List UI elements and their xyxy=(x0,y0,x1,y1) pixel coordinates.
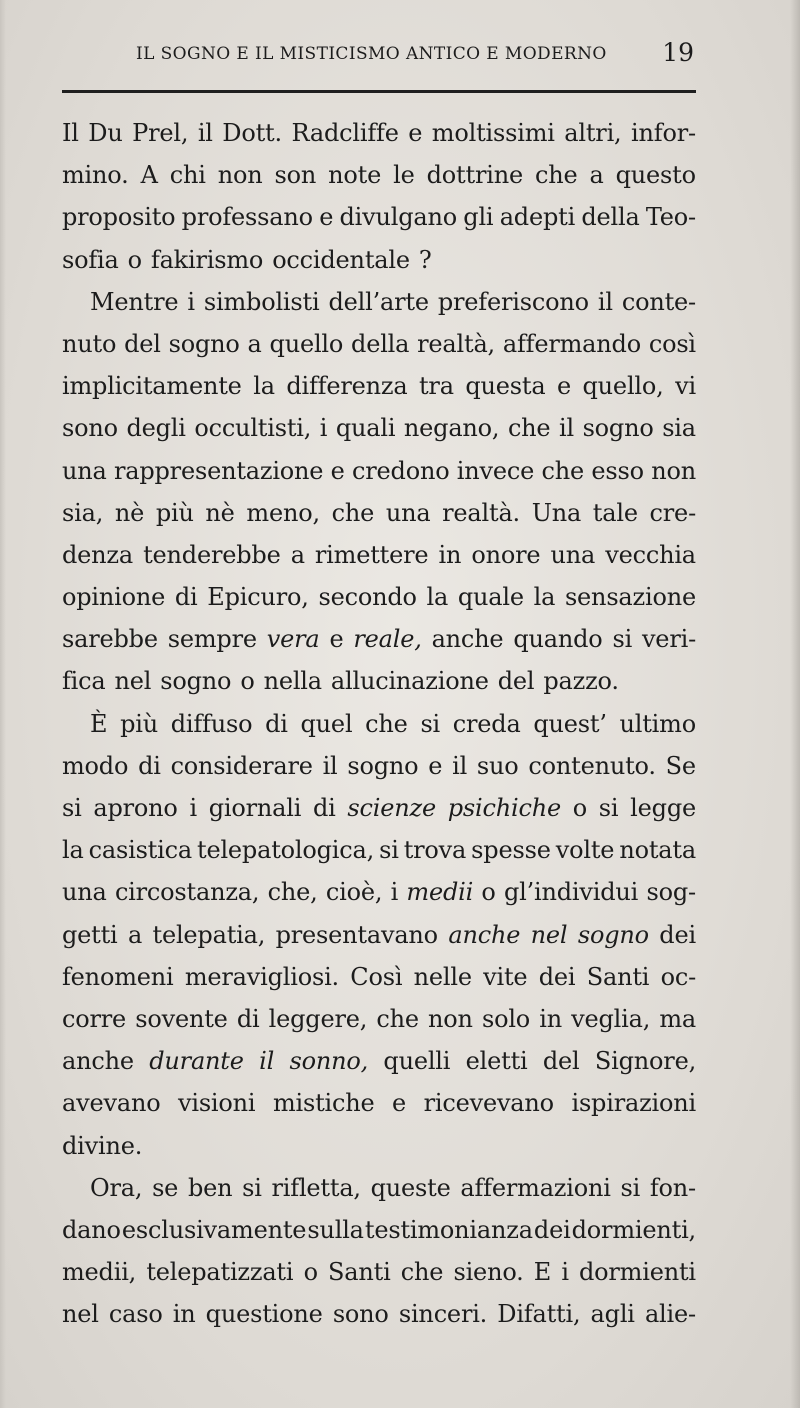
word: o xyxy=(481,878,496,907)
word: i xyxy=(319,414,328,443)
word: secondo xyxy=(318,583,417,612)
word: corre xyxy=(62,1004,127,1033)
word: opinione xyxy=(62,583,166,612)
word: rappresentazione xyxy=(113,456,324,485)
word: onore xyxy=(471,540,541,569)
word: sia, xyxy=(62,498,104,527)
word: ispirazioni xyxy=(571,1089,696,1118)
word: implicitamente xyxy=(62,372,242,401)
word: Una xyxy=(531,498,582,527)
word: vi xyxy=(675,372,696,401)
word: sempre xyxy=(167,625,257,654)
header-rule xyxy=(62,90,696,93)
word: legge xyxy=(630,794,696,822)
word: si xyxy=(420,709,441,738)
word: il xyxy=(259,1047,275,1076)
word: creda xyxy=(452,709,521,738)
word: o xyxy=(127,245,142,274)
text-line xyxy=(62,998,696,1040)
page-edge-right xyxy=(790,0,800,1408)
word: A xyxy=(140,161,158,190)
word: Se xyxy=(665,751,696,780)
word: veri- xyxy=(641,625,696,654)
word: il xyxy=(197,119,213,147)
word: così xyxy=(648,329,696,358)
word: degli xyxy=(126,414,186,443)
word: queste xyxy=(370,1173,451,1202)
word: di xyxy=(313,794,336,822)
word: che xyxy=(365,709,408,738)
word: a xyxy=(127,920,143,949)
word: nelle xyxy=(413,962,472,991)
word: nel xyxy=(62,1300,99,1329)
word: Du xyxy=(88,119,123,147)
word: le xyxy=(393,161,415,190)
word: i xyxy=(189,794,197,822)
word: che xyxy=(331,498,375,527)
text-line xyxy=(62,1251,696,1293)
word: cre- xyxy=(649,498,696,527)
word: simbolisti xyxy=(203,287,320,316)
word: si xyxy=(62,794,82,822)
word: sinceri. xyxy=(398,1300,488,1329)
text-line xyxy=(62,323,696,365)
word: ultimo xyxy=(619,709,696,738)
word: quali xyxy=(335,414,396,443)
word: nel xyxy=(114,667,152,696)
word: Ora, xyxy=(90,1173,143,1202)
word: affermazioni xyxy=(460,1173,611,1202)
word: alie- xyxy=(644,1300,696,1329)
text-line xyxy=(62,703,696,745)
word: proposito xyxy=(62,203,176,232)
word: aprono xyxy=(93,794,178,822)
word: meravigliosi. xyxy=(184,962,339,991)
word: gli xyxy=(463,203,494,232)
word: sieno. xyxy=(453,1258,524,1287)
word: a xyxy=(589,161,604,190)
word: gl’individui xyxy=(503,878,639,907)
text-line xyxy=(62,787,696,829)
text-line xyxy=(62,1293,696,1335)
word: che xyxy=(541,456,584,485)
text-line xyxy=(62,239,696,281)
word: questa xyxy=(465,372,546,401)
word: si xyxy=(598,794,619,822)
word: ben xyxy=(187,1173,233,1202)
word: eletti xyxy=(465,1047,528,1076)
word: occultisti, xyxy=(194,414,312,443)
word: non xyxy=(428,1004,473,1033)
word: e xyxy=(319,203,334,232)
word: vecchia xyxy=(605,540,696,569)
word: che, xyxy=(267,878,318,907)
word: ? xyxy=(418,245,432,274)
word: il xyxy=(597,287,613,316)
word: diffuso xyxy=(170,709,253,738)
word: di xyxy=(265,709,288,738)
word: reale, xyxy=(353,625,422,654)
word: quello xyxy=(269,329,344,358)
text-line xyxy=(62,956,696,998)
word: che xyxy=(400,1258,444,1287)
word: dei xyxy=(538,962,576,991)
word: vite xyxy=(483,962,528,991)
word: adepti xyxy=(499,203,576,232)
word: Prel, xyxy=(132,119,189,147)
text-line xyxy=(62,534,696,576)
word: moltissimi xyxy=(431,119,555,147)
word: sog- xyxy=(646,878,696,907)
word: che xyxy=(534,161,578,190)
word: ricevevano xyxy=(423,1089,554,1118)
word: Epicuro, xyxy=(207,583,309,612)
word: volte xyxy=(555,836,615,865)
word: sogno xyxy=(577,920,649,949)
word: scienze xyxy=(347,794,436,822)
word: quale xyxy=(457,583,524,612)
word: si xyxy=(620,1173,641,1202)
word: una xyxy=(550,540,596,569)
word: dormienti xyxy=(579,1258,696,1287)
word: vera xyxy=(266,625,320,654)
word: Santi xyxy=(328,1258,391,1287)
text-line xyxy=(62,871,696,913)
word: son xyxy=(274,161,317,190)
word: e xyxy=(408,119,423,147)
word: veglia, xyxy=(571,1004,651,1033)
word: Dott. xyxy=(222,119,282,147)
word: esclusivamente xyxy=(121,1215,307,1244)
word: meno, xyxy=(246,498,320,527)
word: in xyxy=(172,1300,196,1329)
word: notata xyxy=(619,836,696,865)
word: dormienti, xyxy=(571,1215,696,1244)
word: si xyxy=(242,1173,262,1202)
word: dell’arte xyxy=(328,287,429,316)
word: sarebbe xyxy=(62,625,158,654)
word: leggere, xyxy=(268,1004,368,1033)
text-line xyxy=(62,281,696,323)
text-line xyxy=(62,1209,696,1251)
word: del xyxy=(497,667,535,696)
word: e xyxy=(330,456,345,485)
word: anche xyxy=(431,625,504,654)
word: quel xyxy=(300,709,353,738)
word: che xyxy=(507,414,551,443)
word: È xyxy=(90,709,108,738)
word: allucinazione xyxy=(330,667,489,696)
word: chi xyxy=(169,161,206,190)
word: sogno xyxy=(160,667,232,696)
word: si xyxy=(612,625,633,654)
page-edge-left xyxy=(0,0,6,1408)
running-title: IL SOGNO E IL MISTICISMO ANTICO E MODERNO xyxy=(136,44,607,64)
word: presentavano xyxy=(275,920,438,949)
word: a xyxy=(247,329,262,358)
word: di xyxy=(138,751,161,780)
word: circostanza, xyxy=(114,878,260,907)
text-line xyxy=(62,1082,696,1124)
word: non xyxy=(217,161,263,190)
word: non xyxy=(651,456,696,485)
word: del xyxy=(124,329,161,358)
word: della xyxy=(581,203,640,232)
word: Signore, xyxy=(594,1047,696,1076)
text-line xyxy=(62,492,696,534)
word: preferiscono xyxy=(437,287,589,316)
word: nè xyxy=(114,498,145,527)
word: e xyxy=(556,372,571,401)
word: Teo- xyxy=(645,203,696,232)
text-line xyxy=(62,660,696,702)
word: agli xyxy=(590,1300,635,1329)
word: affermando xyxy=(502,329,641,358)
word: trova xyxy=(403,836,467,865)
word: dottrine xyxy=(426,161,523,190)
text-line xyxy=(62,450,696,492)
word: una xyxy=(62,878,107,907)
text-line xyxy=(62,745,696,787)
word: dano xyxy=(62,1215,121,1244)
word: telepatizzati xyxy=(146,1258,294,1287)
text-line xyxy=(62,407,696,449)
word: sensazione xyxy=(564,583,696,612)
word: sogno xyxy=(168,329,240,358)
text-line xyxy=(62,914,696,956)
word: Difatti, xyxy=(497,1300,581,1329)
word: i xyxy=(187,287,195,316)
word: infor- xyxy=(631,119,696,147)
word: Santi xyxy=(586,962,650,991)
word: spesse xyxy=(471,836,551,865)
text-line xyxy=(62,1125,696,1167)
word: rimettere xyxy=(314,540,429,569)
word: più xyxy=(120,709,158,738)
word: dei xyxy=(533,1215,571,1244)
word: questione xyxy=(205,1300,323,1329)
word: più xyxy=(155,498,194,527)
word: solo xyxy=(481,1004,531,1033)
word: nel xyxy=(530,920,568,949)
word: tenderebbe xyxy=(143,540,281,569)
word: o xyxy=(240,667,255,696)
word: conte- xyxy=(621,287,696,316)
page-number: 19 xyxy=(662,38,694,67)
word: differenza xyxy=(286,372,408,401)
word: mino. xyxy=(62,161,129,190)
word: realtà. xyxy=(442,498,520,527)
word: mistiche xyxy=(272,1089,375,1118)
word: in xyxy=(539,1004,562,1033)
word: sogno xyxy=(582,414,654,443)
text-line xyxy=(62,1167,696,1209)
word: la xyxy=(426,583,449,612)
word: realtà, xyxy=(417,329,495,358)
word: medii, xyxy=(62,1258,137,1287)
word: della xyxy=(351,329,410,358)
word: fon- xyxy=(649,1173,696,1202)
word: divulgano xyxy=(339,203,457,232)
word: sofia xyxy=(62,245,119,274)
word: altri, xyxy=(564,119,622,147)
word: testimonianza xyxy=(364,1215,533,1244)
text-line xyxy=(62,154,696,196)
word: la xyxy=(62,836,84,865)
word: in xyxy=(438,540,462,569)
text-line xyxy=(62,1040,696,1082)
word: sonno, xyxy=(289,1047,369,1076)
word: una xyxy=(62,456,107,485)
word: la xyxy=(253,372,275,401)
word: di xyxy=(174,583,198,612)
word: il xyxy=(559,414,574,443)
word: si xyxy=(379,836,399,865)
word: suo xyxy=(476,751,519,780)
word: ma xyxy=(659,1004,696,1033)
word: tale xyxy=(592,498,638,527)
word: sia xyxy=(662,414,696,443)
word: nè xyxy=(205,498,235,527)
word: se xyxy=(152,1173,179,1202)
word: sono xyxy=(62,414,118,443)
word: del xyxy=(542,1047,580,1076)
word: a xyxy=(290,540,305,569)
word: e xyxy=(329,625,344,654)
word: anche xyxy=(62,1047,134,1076)
word: caso xyxy=(108,1300,163,1329)
word: nella xyxy=(263,667,322,696)
word: invece xyxy=(456,456,535,485)
word: quest’ xyxy=(533,709,607,738)
text-line xyxy=(62,829,696,871)
text-line xyxy=(62,365,696,407)
word: sogno xyxy=(347,751,419,780)
word: i xyxy=(561,1258,569,1287)
word: oc- xyxy=(660,962,696,991)
word: o xyxy=(572,794,588,822)
word: questo xyxy=(615,161,696,190)
word: quello, xyxy=(582,372,664,401)
word: Mentre xyxy=(90,287,179,316)
text-line xyxy=(62,618,696,660)
word: i xyxy=(390,878,399,907)
word: psichiche xyxy=(447,794,561,822)
word: esso xyxy=(591,456,644,485)
word: professano xyxy=(181,203,313,232)
text-line xyxy=(62,196,696,238)
text-line xyxy=(62,112,696,154)
word: sovente xyxy=(135,1004,228,1033)
running-head xyxy=(62,38,696,72)
word: getti xyxy=(62,920,118,949)
word: avevano xyxy=(62,1089,161,1118)
word: divine. xyxy=(62,1131,143,1160)
word: il xyxy=(452,751,468,780)
word: e xyxy=(428,751,443,780)
word: telepatologica, xyxy=(197,836,375,865)
word: una xyxy=(385,498,431,527)
word: quando xyxy=(513,625,603,654)
word: E xyxy=(533,1258,552,1287)
word: casistica xyxy=(88,836,192,865)
word: quelli xyxy=(383,1047,451,1076)
word: fakirismo xyxy=(150,245,264,274)
word: occidentale xyxy=(272,245,410,274)
word: che xyxy=(376,1004,419,1033)
word: negano, xyxy=(403,414,500,443)
text-line xyxy=(62,576,696,618)
word: nuto xyxy=(62,329,117,358)
word: anche xyxy=(448,920,521,949)
word: pazzo. xyxy=(543,667,619,696)
word: contenuto. xyxy=(528,751,656,780)
word: note xyxy=(328,161,382,190)
word: Così xyxy=(350,962,403,991)
word: cioè, xyxy=(325,878,383,907)
word: giornali xyxy=(208,794,302,822)
word: visioni xyxy=(177,1089,256,1118)
word: modo xyxy=(62,751,129,780)
body-text xyxy=(62,112,696,1335)
word: e xyxy=(392,1089,407,1118)
word: credono xyxy=(352,456,450,485)
word: sono xyxy=(332,1300,389,1329)
word: il xyxy=(322,751,338,780)
word: Radcliffe xyxy=(291,119,399,147)
word: medii xyxy=(406,878,474,907)
word: dei xyxy=(659,920,696,949)
word: rifletta, xyxy=(271,1173,361,1202)
word: Il xyxy=(62,119,79,147)
word: fenomeni xyxy=(62,962,174,991)
word: di xyxy=(236,1004,260,1033)
word: fica xyxy=(62,667,106,696)
word: considerare xyxy=(170,751,313,780)
word: la xyxy=(533,583,556,612)
word: tra xyxy=(418,372,454,401)
word: o xyxy=(303,1258,318,1287)
word: sulla xyxy=(307,1215,364,1244)
word: telepatia, xyxy=(152,920,266,949)
word: denza xyxy=(62,540,133,569)
word: durante xyxy=(149,1047,244,1076)
